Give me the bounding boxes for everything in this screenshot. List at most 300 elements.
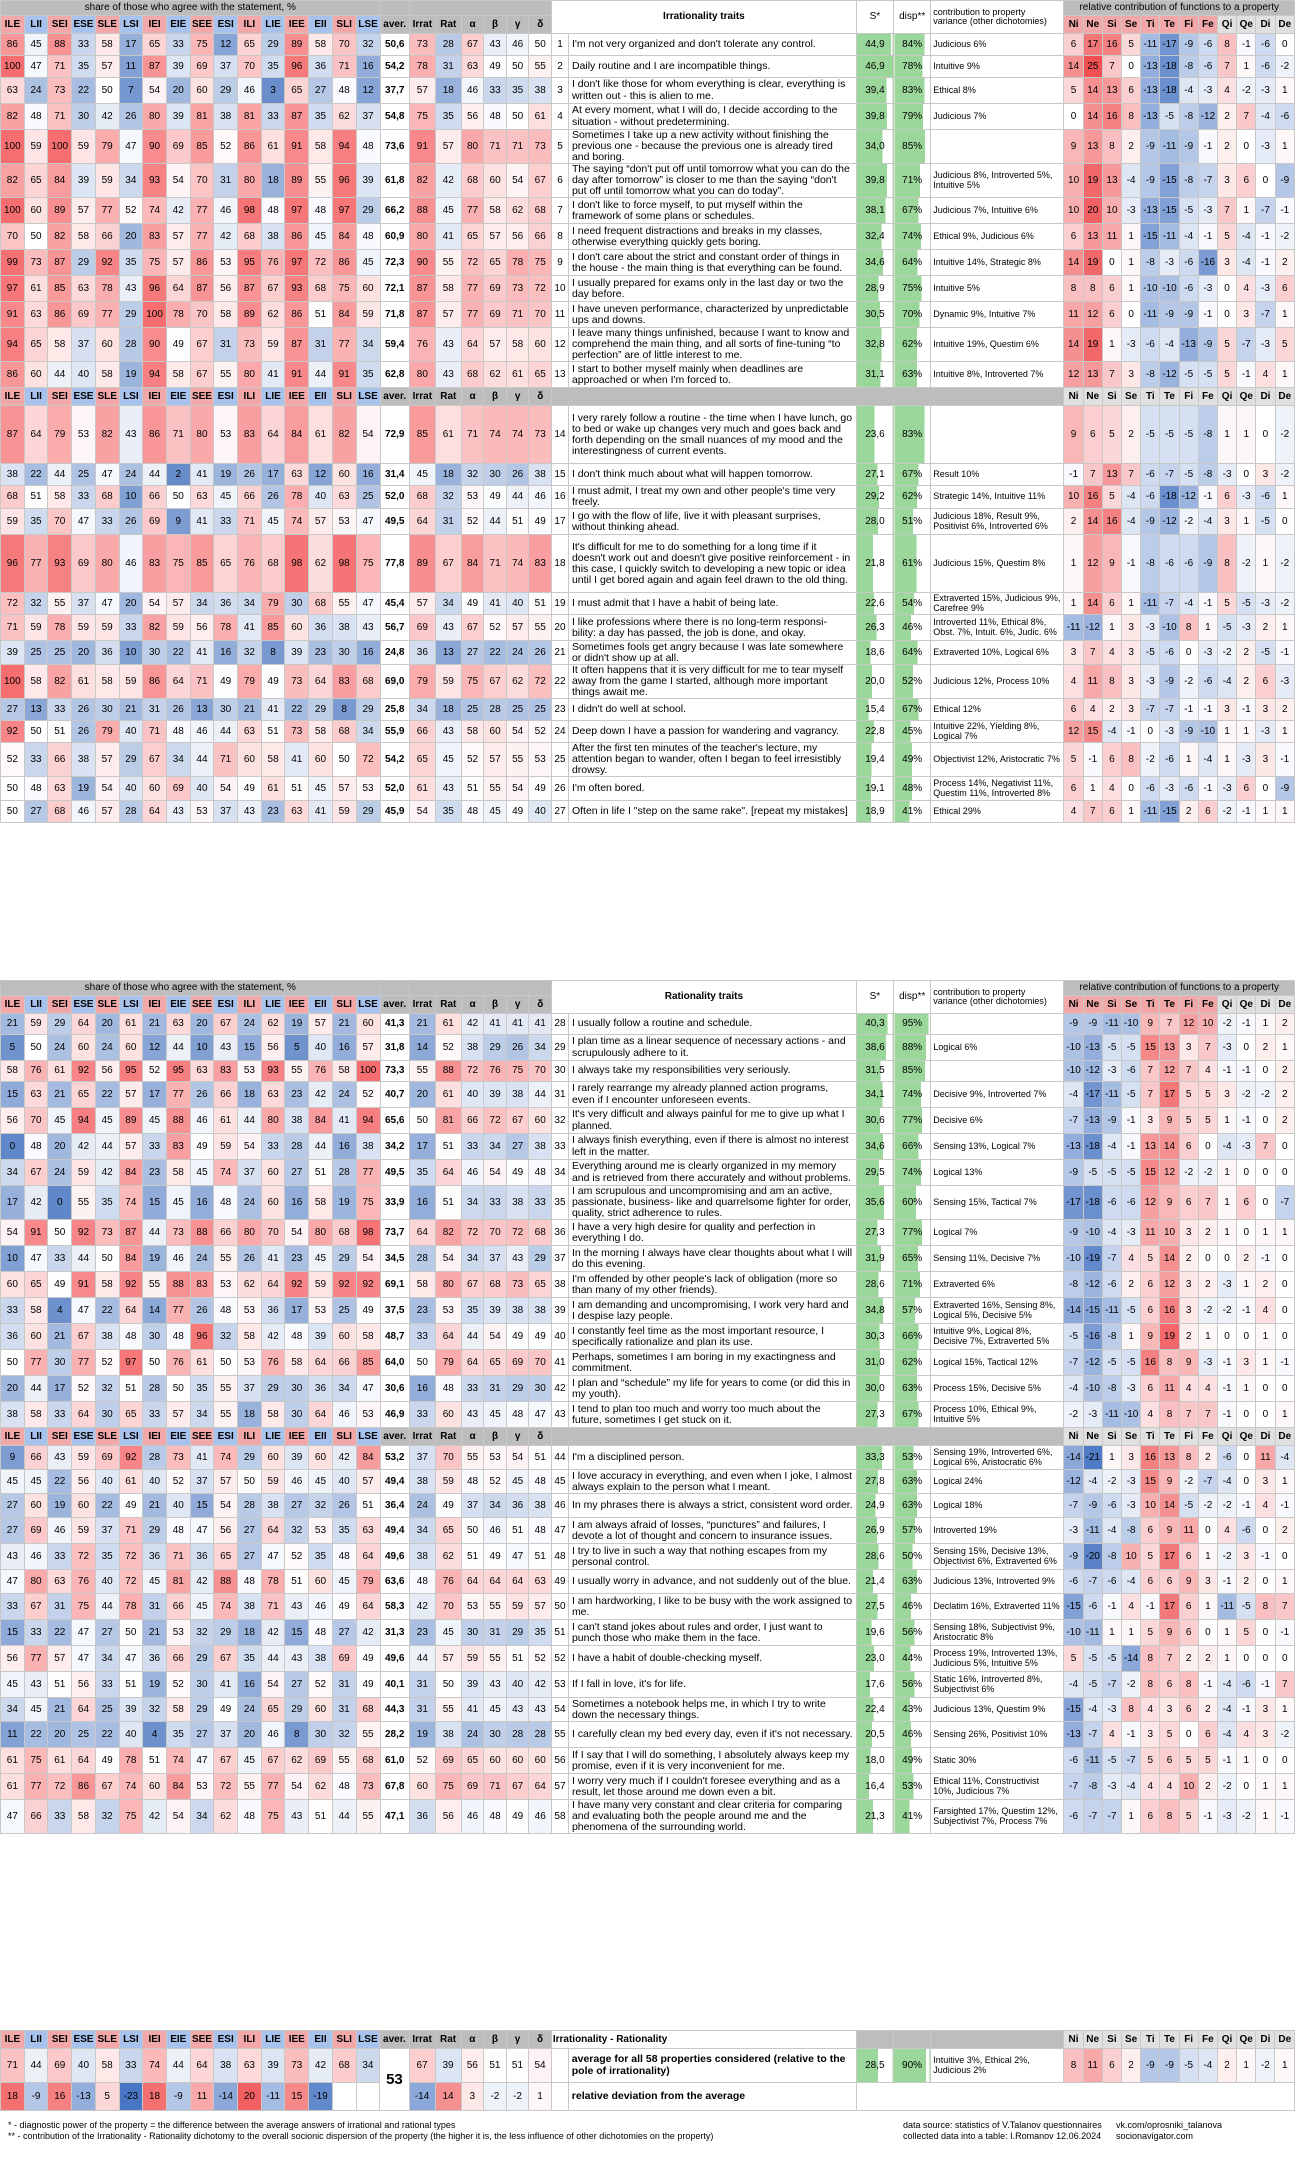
func-value: 14 [1083, 104, 1102, 130]
statement-text: Sometimes fools get angry because I was late somewhere or didn't show up at all. [568, 641, 856, 665]
func-value: 3 [1217, 509, 1236, 535]
disp-value: 70% [894, 302, 931, 328]
func-value: -19 [1083, 1246, 1102, 1272]
irrat-value: 67 [409, 2049, 435, 2083]
share-value: 32 [190, 1620, 214, 1646]
s-value: 39,8 [856, 104, 893, 130]
func-value: -2 [1102, 1470, 1121, 1494]
vk-link[interactable]: vk.com/oprosniki_talanova [1116, 2120, 1223, 2130]
share-value: 18 [238, 1620, 262, 1646]
func-value: -1 [1198, 593, 1217, 615]
irrat-value: 58 [409, 1272, 435, 1298]
share-value: 60 [332, 1324, 356, 1350]
func-value: 6 [1141, 1272, 1160, 1298]
share-value: 91 [332, 362, 356, 388]
statement-text: It's difficult for me to do something for a long time if it doesn't work out and doesn't give positive reinforcement - in this case, I quickly switch to developing a new topic or idea until I get bored again and again feel drawn to the old thing. [568, 535, 856, 593]
quadra-value: 25 [461, 699, 484, 721]
func-value: -11 [1141, 302, 1160, 328]
func-value: -1 [1256, 224, 1275, 250]
share-value: 29 [119, 302, 143, 328]
data-row [1, 1544, 1295, 1570]
share-value: 47 [72, 1646, 96, 1672]
quadra-value: 46 [506, 34, 529, 56]
aver-header: aver. [380, 388, 409, 406]
aver-value: 31,8 [380, 1035, 409, 1061]
quadra-value: 67 [461, 615, 484, 641]
func-value: -3 [1217, 464, 1236, 486]
rat-value: 75 [435, 1774, 461, 1800]
func-value: -1 [1122, 721, 1141, 743]
share-value: 74 [214, 1594, 238, 1620]
quadra-value: 48 [529, 1160, 552, 1186]
share-value: 66 [332, 1350, 356, 1376]
share-value: 20 [119, 593, 143, 615]
s-value: 28,0 [856, 509, 893, 535]
func-value: 3 [1122, 665, 1141, 699]
statement-text: I very rarely follow a routine - the time when I have lunch, go to bed or wake up changes very much and goes back and forth depending on the small nuances of my mood and the interestingness of current events. [568, 406, 856, 464]
share-value: 22 [48, 1620, 72, 1646]
func-value: -6 [1102, 1272, 1121, 1298]
share-value: 46 [332, 1402, 356, 1428]
quadra-value: 70 [529, 302, 552, 328]
func-se: Se [1122, 996, 1141, 1014]
func-value: -5 [1179, 464, 1198, 486]
share-value: 21 [1, 1014, 25, 1035]
aver-value: 52,0 [380, 486, 409, 509]
aver-value: 64,0 [380, 1350, 409, 1376]
share-value: 85 [261, 615, 285, 641]
func-value: -5 [1217, 615, 1236, 641]
data-row [1, 699, 1295, 721]
deviation-value: 16 [48, 2083, 72, 2111]
share-value: 22 [166, 641, 190, 665]
func-value: -7 [1256, 302, 1275, 328]
quadra-value: 64 [461, 328, 484, 362]
irrat-value: 50 [409, 1108, 435, 1134]
blank [893, 2031, 930, 2049]
share-value: 39 [119, 1698, 143, 1722]
share-value: 58 [95, 1272, 119, 1298]
share-value: 24 [190, 1246, 214, 1272]
contrib-text: Judicious 13%, Introverted 9% [931, 1570, 1064, 1594]
disp-value: 74% [894, 224, 931, 250]
func-value: 10 [1122, 1544, 1141, 1570]
func-value: 9 [1179, 1570, 1198, 1594]
func-value: 1 [1237, 721, 1256, 743]
func-value: 1 [1237, 1376, 1256, 1402]
func-value: -8 [1064, 1272, 1083, 1298]
s-value: 18,6 [856, 641, 893, 665]
irrat-value: 45 [409, 464, 435, 486]
rat-value: 88 [435, 1061, 461, 1082]
func-value: 3 [1198, 1570, 1217, 1594]
share-value: 44 [48, 362, 72, 388]
share-value: 16 [356, 641, 380, 665]
irrat-value: 21 [409, 1014, 435, 1035]
quadra-value: 54 [529, 2049, 552, 2083]
share-value: 45 [356, 250, 380, 276]
share-value: 14 [143, 1298, 167, 1324]
share-value: 26 [238, 1246, 262, 1272]
quadra-value: 55 [484, 1594, 507, 1620]
quadra-value: 31 [484, 1376, 507, 1402]
share-value: 42 [261, 1620, 285, 1646]
func-value: -2 [1217, 1544, 1236, 1570]
func-value: -3 [1275, 665, 1294, 699]
quadra-deviation: 1 [529, 2083, 552, 2111]
func-value: -2 [1179, 509, 1198, 535]
rat-header: Rat [435, 2031, 461, 2049]
share-value: 58 [309, 721, 333, 743]
func-value: 1 [1198, 1544, 1217, 1570]
rat-value: 64 [435, 1324, 461, 1350]
share-label: share of those who agree with the statement, % [1, 1, 381, 16]
share-value: 60 [1, 1272, 25, 1298]
contrib-text: Judicious 7%, Intuitive 6% [931, 198, 1064, 224]
s-value: 28,5 [856, 2049, 893, 2083]
share-value: 50 [166, 486, 190, 509]
share-value: 72 [48, 1774, 72, 1800]
func-value: 10 [1160, 1220, 1179, 1246]
func-value: -8 [1179, 104, 1198, 130]
statement-number: 20 [552, 615, 569, 641]
quadra-value: 84 [461, 535, 484, 593]
share-value: 59 [261, 1470, 285, 1494]
func-value: -3 [1160, 250, 1179, 276]
type-eie: EIE [166, 16, 190, 34]
func-value: -15 [1160, 801, 1179, 823]
share-value: 65 [119, 1402, 143, 1428]
share-value: 91 [1, 302, 25, 328]
share-value: 57 [95, 743, 119, 777]
func-value: -4 [1198, 743, 1217, 777]
statement-number: 58 [552, 1800, 569, 1834]
func-value: 0 [1275, 1748, 1294, 1774]
share-value: 28 [238, 1494, 262, 1518]
share-value: 35 [95, 1544, 119, 1570]
share-value: 20 [1, 1376, 25, 1402]
share-value: 57 [119, 1082, 143, 1108]
share-value: 39 [166, 56, 190, 78]
share-value: 58 [24, 665, 48, 699]
share-value: 72 [72, 1544, 96, 1570]
func-te: Te [1160, 1428, 1179, 1446]
share-value: 18 [238, 1082, 262, 1108]
func-value: -9 [1064, 1220, 1083, 1246]
quadra-value: 51 [506, 2049, 529, 2083]
share-value: 82 [332, 406, 356, 464]
quadra-value: 67 [529, 164, 552, 198]
func-value: 1 [1102, 1446, 1121, 1470]
share-value: 51 [285, 777, 309, 801]
statement-number: 2 [552, 56, 569, 78]
func-value: 1 [1256, 1350, 1275, 1376]
share-value: 69 [309, 1748, 333, 1774]
func-value: 0 [1217, 1246, 1236, 1272]
func-value: -2 [1237, 78, 1256, 104]
func-value: -4 [1179, 593, 1198, 615]
share-value: 41 [214, 1672, 238, 1698]
func-value: 1 [1275, 1402, 1294, 1428]
func-value: 16 [1141, 1350, 1160, 1376]
func-value: -11 [1083, 1518, 1102, 1544]
share-value: 19 [214, 464, 238, 486]
func-value: -13 [1064, 1722, 1083, 1748]
section-table [0, 0, 1295, 823]
share-value: 10 [119, 641, 143, 665]
relative-label: relative contribution of functions to a property [1064, 981, 1295, 996]
share-value: 66 [143, 486, 167, 509]
share-value: 33 [48, 1402, 72, 1428]
quadra-value: 40 [529, 801, 552, 823]
quadra-value: 30 [529, 1376, 552, 1402]
share-value: 44 [24, 2049, 48, 2083]
share-value: 60 [24, 1324, 48, 1350]
func-value: -5 [1179, 362, 1198, 388]
statement-number: 38 [552, 1272, 569, 1298]
func-value: -7 [1160, 593, 1179, 615]
share-value: 46 [214, 198, 238, 224]
func-value: -15 [1064, 1594, 1083, 1620]
share-value: 80 [261, 1108, 285, 1134]
s-value: 38,1 [856, 198, 893, 224]
func-value: -3 [1217, 1800, 1236, 1834]
share-value: 49 [356, 1298, 380, 1324]
func-value: 6 [1179, 1698, 1198, 1722]
func-value: 8 [1217, 535, 1236, 593]
type-esi: ESI [214, 16, 238, 34]
quadra-value: 28 [506, 1722, 529, 1748]
share-value: 48 [238, 1800, 262, 1834]
section-table [0, 980, 1295, 1834]
share-value: 48 [24, 104, 48, 130]
share-value: 68 [332, 2049, 356, 2083]
share-value: 59 [309, 1272, 333, 1298]
quadra-value: 22 [484, 641, 507, 665]
share-value: 33 [72, 486, 96, 509]
func-value: 9 [1160, 1470, 1179, 1494]
func-value: 0 [1217, 1324, 1236, 1350]
func-value: -8 [1179, 164, 1198, 198]
share-value: 58 [356, 1324, 380, 1350]
share-value: 37 [214, 1722, 238, 1748]
quadra-value: 77 [461, 198, 484, 224]
quadra-value: 57 [484, 328, 507, 362]
s-value: 34,6 [856, 1134, 893, 1160]
func-value: 7 [1256, 1134, 1275, 1160]
share-value: 96 [190, 1324, 214, 1350]
type-iei: IEI [143, 388, 167, 406]
func-value: -6 [1141, 777, 1160, 801]
share-value: 39 [356, 164, 380, 198]
data-row [1, 1518, 1295, 1544]
func-value: 0 [1256, 1186, 1275, 1220]
share-value: 71 [48, 56, 72, 78]
irrationality-table [0, 0, 1295, 823]
func-value: -10 [1141, 276, 1160, 302]
func-value: -8 [1083, 1774, 1102, 1800]
func-value: -2 [1198, 1494, 1217, 1518]
statement-number: 36 [552, 1220, 569, 1246]
func-value: -1 [1237, 1698, 1256, 1722]
share-value: 40 [190, 777, 214, 801]
contrib-text: Ethical 9%, Judicious 6% [931, 224, 1064, 250]
func-value: -15 [1064, 1698, 1083, 1722]
func-value: 6 [1160, 1570, 1179, 1594]
share-value: 35 [309, 104, 333, 130]
share-value: 54 [356, 1246, 380, 1272]
s-value: 33,3 [856, 1446, 893, 1470]
share-value: 88 [48, 34, 72, 56]
share-value: 99 [1, 250, 25, 276]
share-value: 60 [309, 1698, 333, 1722]
func-value: 8 [1141, 1646, 1160, 1672]
share-value: 35 [309, 1544, 333, 1570]
rat-value: 45 [435, 1620, 461, 1646]
share-value: 98 [238, 198, 262, 224]
irrat-value: 87 [409, 302, 435, 328]
func-value: -1 [1217, 1350, 1236, 1376]
func-value: -3 [1256, 328, 1275, 362]
share-value: 39 [166, 104, 190, 130]
func-value: 5 [1217, 328, 1236, 362]
share-value: 34 [1, 1698, 25, 1722]
share-value: 33 [261, 1134, 285, 1160]
func-value: -6 [1179, 535, 1198, 593]
irrat-value: 60 [409, 1774, 435, 1800]
func-value: 15 [1141, 1160, 1160, 1186]
share-value: 15 [143, 1186, 167, 1220]
share-value: 81 [190, 104, 214, 130]
share-value: 43 [48, 1446, 72, 1470]
quadra-value: 45 [484, 1402, 507, 1428]
share-value: 73 [285, 721, 309, 743]
func-value: -9 [1064, 1160, 1083, 1186]
contrib-text: Judicious 15%, Questim 8% [931, 535, 1064, 593]
func-value: -6 [1064, 1800, 1083, 1834]
rat-value: 61 [435, 406, 461, 464]
data-row [1, 509, 1295, 535]
func-value: -5 [1179, 2049, 1198, 2083]
share-value: 64 [166, 665, 190, 699]
func-value: -1 [1275, 743, 1294, 777]
func-value: -15 [1083, 1298, 1102, 1324]
func-value: -10 [1064, 1035, 1083, 1061]
share-value: 60 [261, 1446, 285, 1470]
func-value: 5 [1064, 743, 1083, 777]
func-fe: Fe [1198, 2031, 1217, 2049]
func-fe: Fe [1198, 996, 1217, 1014]
share-value: 15 [285, 1620, 309, 1646]
quadra-value: 67 [461, 34, 484, 56]
share-value: 68 [261, 535, 285, 593]
share-value: 27 [1, 1518, 25, 1544]
aver-value: 34,2 [380, 1134, 409, 1160]
func-qe: Qe [1237, 1428, 1256, 1446]
func-value: 2 [1237, 1246, 1256, 1272]
share-value: 32 [356, 34, 380, 56]
quadra-value: 29 [506, 1620, 529, 1646]
quadra-value: 33 [484, 78, 507, 104]
quadra-value: 65 [461, 1748, 484, 1774]
irrat-value: 31 [409, 1698, 435, 1722]
quadra-value: 72 [461, 1061, 484, 1082]
quadra-value: 50 [506, 104, 529, 130]
rat-value: 43 [435, 615, 461, 641]
data-row [1, 34, 1295, 56]
statement-text: I am always afraid of losses, “punctures” and failures, I devote a lot of thought and concern to insurance issues. [568, 1518, 856, 1544]
func-value: 6 [1198, 1722, 1217, 1748]
share-value: 83 [143, 224, 167, 250]
type-eii: EII [309, 1428, 333, 1446]
irrat-value: 57 [409, 593, 435, 615]
share-value: 48 [309, 1620, 333, 1646]
share-value: 83 [143, 535, 167, 593]
func-value: 14 [1083, 78, 1102, 104]
share-value: 82 [1, 104, 25, 130]
quadra-value: 55 [461, 1446, 484, 1470]
quadra-value: 55 [484, 777, 507, 801]
func-value: -2 [1256, 1082, 1275, 1108]
deviation-value: -14 [214, 2083, 238, 2111]
data-row [1, 1324, 1295, 1350]
contrib-text: Sensing 26%, Positivist 10% [931, 1722, 1064, 1748]
share-value: 46 [48, 1518, 72, 1544]
share-value: 77 [24, 1350, 48, 1376]
rat-value: 32 [435, 486, 461, 509]
contrib-text: Farsighted 17%, Questim 12%, Subjectivist 7%, Process 7% [931, 1800, 1064, 1834]
type-ili: ILI [238, 1428, 262, 1446]
share-value: 38 [1, 1402, 25, 1428]
func-value: -10 [1083, 1220, 1102, 1246]
quadra-value: 43 [484, 34, 507, 56]
share-value: 58 [24, 1402, 48, 1428]
func-si: Si [1102, 16, 1121, 34]
deviation-value: 15 [285, 2083, 309, 2111]
share-value: 29 [190, 1646, 214, 1672]
quadra-value: 29 [529, 1246, 552, 1272]
site-link[interactable]: socionavigator.com [1116, 2131, 1194, 2142]
type-esi: ESI [214, 996, 238, 1014]
share-value: 59 [24, 615, 48, 641]
func-value: 0 [1237, 1646, 1256, 1672]
irrat-value: 85 [409, 406, 435, 464]
data-row [1, 721, 1295, 743]
share-value: 48 [332, 1544, 356, 1570]
func-value: 1 [1275, 130, 1294, 164]
func-value: 1 [1256, 1800, 1275, 1834]
data-row [1, 1108, 1295, 1134]
share-value: 83 [238, 406, 262, 464]
quadra-value: 25 [506, 699, 529, 721]
share-value: 44 [95, 1594, 119, 1620]
quadra-value: 72 [484, 1108, 507, 1134]
share-value: 26 [261, 486, 285, 509]
share-value: 34 [190, 1800, 214, 1834]
share-value: 84 [119, 1160, 143, 1186]
share-value: 74 [214, 1160, 238, 1186]
s-value: 34,6 [856, 250, 893, 276]
share-value: 33 [24, 743, 48, 777]
func-value: 1 [1275, 801, 1294, 823]
s-value: 23,6 [856, 406, 893, 464]
share-value: 54 [356, 406, 380, 464]
func-value: -1 [1198, 1800, 1217, 1834]
share-value: 33 [48, 1544, 72, 1570]
share-value: 47 [190, 1518, 214, 1544]
share-value: 95 [119, 1061, 143, 1082]
s-value: 27,8 [856, 1470, 893, 1494]
